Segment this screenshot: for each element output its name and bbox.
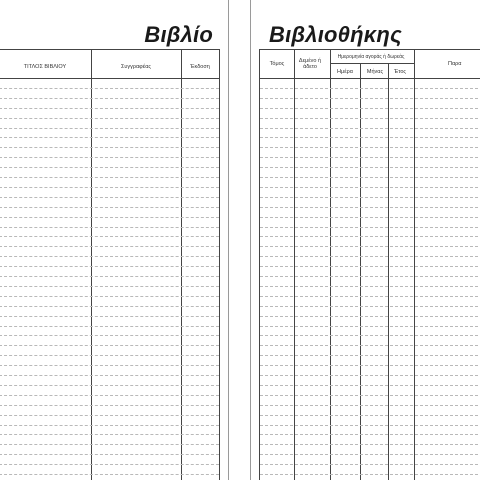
header-subdivider (330, 63, 414, 64)
ruled-line (260, 137, 480, 138)
ruled-line (260, 296, 480, 297)
ruled-line (0, 345, 219, 346)
ruled-line (260, 335, 480, 336)
ruled-line (260, 197, 480, 198)
ruled-line (0, 108, 219, 109)
ruled-line (260, 118, 480, 119)
ruled-line (260, 345, 480, 346)
ruled-line (0, 326, 219, 327)
ruled-line (0, 316, 219, 317)
ruled-line (260, 385, 480, 386)
ruled-line (260, 355, 480, 356)
ruled-line (0, 286, 219, 287)
ruled-line (260, 474, 480, 475)
header-volume: Τόμος (269, 61, 285, 67)
ruled-line (0, 375, 219, 376)
ruled-line (0, 276, 219, 277)
ruled-line (260, 167, 480, 168)
ruled-line (0, 395, 219, 396)
left-table (0, 49, 220, 480)
ruled-line (260, 157, 480, 158)
header-book-title: ΤΙΤΛΟΣ ΒΙΒΛΙΟΥ (23, 64, 67, 70)
ruled-line (0, 306, 219, 307)
ruled-line (0, 157, 219, 158)
ruled-line (0, 147, 219, 148)
ruled-line (260, 266, 480, 267)
ruled-line (260, 454, 480, 455)
header-day: Ημέρα (337, 69, 353, 75)
ruled-line (260, 434, 480, 435)
ruled-line (0, 137, 219, 138)
ruled-line (260, 227, 480, 228)
ruled-line (0, 167, 219, 168)
ruled-line (260, 375, 480, 376)
ruled-line (260, 147, 480, 148)
ruled-line (260, 415, 480, 416)
ruled-line (260, 464, 480, 465)
ruled-line (260, 276, 480, 277)
ruled-rows (260, 78, 480, 480)
ruled-line (260, 365, 480, 366)
right-page-title: Βιβλιοθήκης (269, 22, 402, 47)
ruled-line (0, 98, 219, 99)
ruled-line (0, 454, 219, 455)
header-author: Συγγραφέας (120, 64, 152, 70)
ruled-line (260, 207, 480, 208)
ruled-line (260, 444, 480, 445)
ruled-rows (0, 78, 219, 480)
ruled-line (0, 207, 219, 208)
ruled-line (0, 464, 219, 465)
ruled-line (260, 236, 480, 237)
ruled-line (260, 395, 480, 396)
ruled-line (260, 425, 480, 426)
ruled-line (0, 187, 219, 188)
ruled-line (0, 385, 219, 386)
ruled-line (260, 88, 480, 89)
header-month: Μήνας (366, 69, 384, 75)
ruled-line (0, 88, 219, 89)
ruled-line (260, 306, 480, 307)
ruled-line (0, 227, 219, 228)
ruled-line (0, 405, 219, 406)
ruled-line (0, 434, 219, 435)
ruled-line (260, 326, 480, 327)
ruled-line (260, 316, 480, 317)
ruled-line (0, 415, 219, 416)
ruled-line (0, 236, 219, 237)
header-remarks: Παρα (448, 61, 462, 67)
book-gutter (228, 0, 251, 480)
ruled-line (260, 128, 480, 129)
header-edition: Έκδοση (190, 64, 210, 70)
ruled-line (260, 405, 480, 406)
ruled-line (260, 187, 480, 188)
ruled-line (0, 177, 219, 178)
left-page (0, 0, 228, 480)
ruled-line (0, 355, 219, 356)
ruled-line (260, 286, 480, 287)
right-page (251, 0, 480, 480)
ruled-line (260, 217, 480, 218)
ruled-line (0, 474, 219, 475)
header-year: Έτος (393, 69, 407, 75)
ruled-line (0, 365, 219, 366)
ruled-line (0, 118, 219, 119)
ruled-line (0, 444, 219, 445)
ruled-line (0, 128, 219, 129)
ruled-line (0, 296, 219, 297)
ruled-line (0, 197, 219, 198)
header-bound: Δεμένο ή άδετο (298, 58, 322, 70)
ruled-line (260, 256, 480, 257)
ruled-line (0, 256, 219, 257)
ruled-line (0, 246, 219, 247)
ruled-line (260, 98, 480, 99)
ruled-line (0, 425, 219, 426)
ruled-line (260, 177, 480, 178)
header-purchase-date: Ημερομηνία αγοράς ή δωρεάς (337, 54, 405, 60)
left-page-title: Βιβλίο (144, 22, 213, 47)
right-table (259, 49, 480, 480)
ruled-line (260, 246, 480, 247)
ruled-line (0, 266, 219, 267)
ruled-line (0, 217, 219, 218)
ruled-line (0, 335, 219, 336)
ruled-line (260, 108, 480, 109)
